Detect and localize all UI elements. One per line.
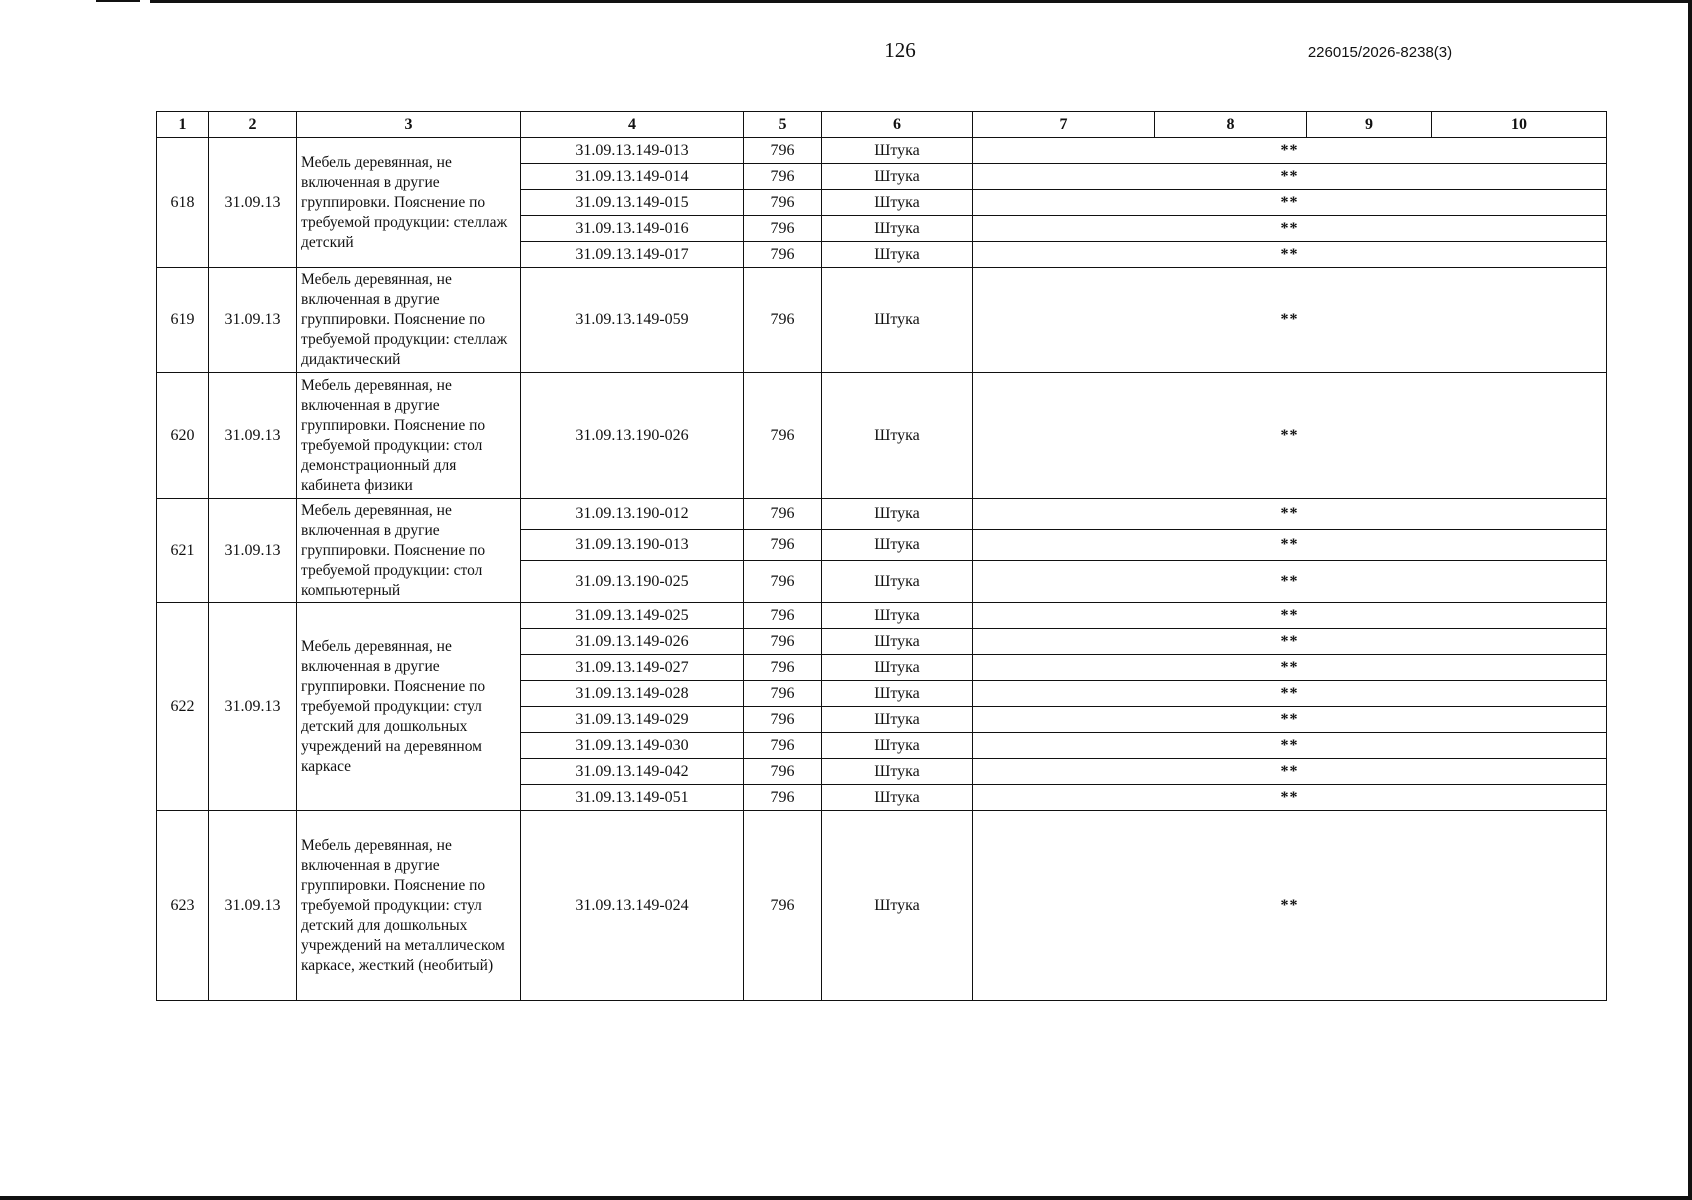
unit-name: Штука — [822, 190, 973, 216]
table-row — [157, 268, 1607, 373]
item-code: 31.09.13.190-012 — [521, 499, 744, 530]
item-code: 31.09.13.149-013 — [521, 138, 744, 164]
okei-code: 796 — [744, 268, 822, 373]
item-code: 31.09.13.149-026 — [521, 629, 744, 655]
item-code: 31.09.13.190-026 — [521, 373, 744, 499]
row-number: 622 — [157, 603, 209, 811]
table-row — [157, 138, 1607, 164]
okei-code: 796 — [744, 138, 822, 164]
product-description: Мебель деревянная, не включенная в другие группировки. Пояснение по требуемой продукции: стул детский для дошкольных учреждений на деревянном каркасе — [297, 603, 521, 811]
okei-code: 796 — [744, 629, 822, 655]
okei-code: 796 — [744, 499, 822, 530]
page-number: 126 — [884, 38, 916, 62]
okei-code: 796 — [744, 216, 822, 242]
okei-code: 796 — [744, 190, 822, 216]
okei-code: 796 — [744, 707, 822, 733]
item-code: 31.09.13.149-029 — [521, 707, 744, 733]
column-header: 1 — [157, 112, 209, 138]
product-description: Мебель деревянная, не включенная в другие группировки. Пояснение по требуемой продукции: стул детский для дошкольных учреждений на металлическом каркасе, жесткий (необитый) — [297, 811, 521, 1001]
column-header: 10 — [1432, 112, 1607, 138]
unit-name: Штука — [822, 603, 973, 629]
unit-name: Штука — [822, 268, 973, 373]
okei-code: 796 — [744, 655, 822, 681]
products-table — [156, 111, 1607, 1001]
row-number: 623 — [157, 811, 209, 1001]
table-header-row — [157, 112, 1607, 138]
unit-name: Штука — [822, 811, 973, 1001]
item-code: 31.09.13.190-025 — [521, 561, 744, 603]
requirement-mark: ** — [973, 561, 1607, 603]
bottom-frame-line — [0, 1196, 1692, 1200]
row-number: 620 — [157, 373, 209, 499]
okei-code: 796 — [744, 373, 822, 499]
unit-name: Штука — [822, 733, 973, 759]
unit-name: Штука — [822, 655, 973, 681]
item-code: 31.09.13.149-030 — [521, 733, 744, 759]
column-header: 9 — [1307, 112, 1432, 138]
okpd-code: 31.09.13 — [209, 811, 297, 1001]
requirement-mark: ** — [973, 629, 1607, 655]
column-header: 2 — [209, 112, 297, 138]
unit-name: Штука — [822, 164, 973, 190]
okei-code: 796 — [744, 785, 822, 811]
product-description: Мебель деревянная, не включенная в другие группировки. Пояснение по требуемой продукции: стеллаж детский — [297, 138, 521, 268]
top-rule-left — [96, 0, 140, 2]
unit-name: Штука — [822, 373, 973, 499]
item-code: 31.09.13.149-015 — [521, 190, 744, 216]
okei-code: 796 — [744, 242, 822, 268]
table-row — [157, 811, 1607, 1001]
okei-code: 796 — [744, 164, 822, 190]
table-row — [157, 499, 1607, 530]
item-code: 31.09.13.149-027 — [521, 655, 744, 681]
okei-code: 796 — [744, 681, 822, 707]
unit-name: Штука — [822, 530, 973, 561]
item-code: 31.09.13.149-016 — [521, 216, 744, 242]
column-header: 4 — [521, 112, 744, 138]
okpd-code: 31.09.13 — [209, 373, 297, 499]
item-code: 31.09.13.149-059 — [521, 268, 744, 373]
requirement-mark: ** — [973, 373, 1607, 499]
unit-name: Штука — [822, 499, 973, 530]
item-code: 31.09.13.149-014 — [521, 164, 744, 190]
item-code: 31.09.13.149-028 — [521, 681, 744, 707]
product-description: Мебель деревянная, не включенная в другие группировки. Пояснение по требуемой продукции: стеллаж дидактический — [297, 268, 521, 373]
requirement-mark: ** — [973, 216, 1607, 242]
okei-code: 796 — [744, 811, 822, 1001]
okei-code: 796 — [744, 759, 822, 785]
top-rule — [150, 0, 1692, 3]
item-code: 31.09.13.190-013 — [521, 530, 744, 561]
column-header: 6 — [822, 112, 973, 138]
unit-name: Штука — [822, 138, 973, 164]
product-description: Мебель деревянная, не включенная в другие группировки. Пояснение по требуемой продукции: стол демонстрационный для кабинета физики — [297, 373, 521, 499]
right-frame-line — [1688, 0, 1692, 1200]
row-number: 618 — [157, 138, 209, 268]
requirement-mark: ** — [973, 138, 1607, 164]
requirement-mark: ** — [973, 499, 1607, 530]
item-code: 31.09.13.149-017 — [521, 242, 744, 268]
item-code: 31.09.13.149-051 — [521, 785, 744, 811]
product-description: Мебель деревянная, не включенная в другие группировки. Пояснение по требуемой продукции: стол компьютерный — [297, 499, 521, 603]
requirement-mark: ** — [973, 242, 1607, 268]
unit-name: Штука — [822, 561, 973, 603]
column-header: 7 — [973, 112, 1155, 138]
requirement-mark: ** — [973, 190, 1607, 216]
okpd-code: 31.09.13 — [209, 603, 297, 811]
item-code: 31.09.13.149-042 — [521, 759, 744, 785]
requirement-mark: ** — [973, 707, 1607, 733]
requirement-mark: ** — [973, 268, 1607, 373]
row-number: 619 — [157, 268, 209, 373]
unit-name: Штука — [822, 629, 973, 655]
unit-name: Штука — [822, 707, 973, 733]
table-row — [157, 373, 1607, 499]
requirement-mark: ** — [973, 530, 1607, 561]
column-header: 5 — [744, 112, 822, 138]
okei-code: 796 — [744, 733, 822, 759]
okpd-code: 31.09.13 — [209, 138, 297, 268]
requirement-mark: ** — [973, 655, 1607, 681]
column-header: 8 — [1155, 112, 1307, 138]
unit-name: Штука — [822, 759, 973, 785]
requirement-mark: ** — [973, 785, 1607, 811]
document-id: 226015/2026-8238(3) — [1307, 44, 1453, 61]
okei-code: 796 — [744, 530, 822, 561]
requirement-mark: ** — [973, 733, 1607, 759]
okei-code: 796 — [744, 561, 822, 603]
unit-name: Штука — [822, 681, 973, 707]
item-code: 31.09.13.149-025 — [521, 603, 744, 629]
requirement-mark: ** — [973, 603, 1607, 629]
row-number: 621 — [157, 499, 209, 603]
column-header: 3 — [297, 112, 521, 138]
unit-name: Штука — [822, 216, 973, 242]
requirement-mark: ** — [973, 164, 1607, 190]
requirement-mark: ** — [973, 681, 1607, 707]
okei-code: 796 — [744, 603, 822, 629]
okpd-code: 31.09.13 — [209, 268, 297, 373]
item-code: 31.09.13.149-024 — [521, 811, 744, 1001]
table-row — [157, 603, 1607, 629]
okpd-code: 31.09.13 — [209, 499, 297, 603]
requirement-mark: ** — [973, 759, 1607, 785]
unit-name: Штука — [822, 785, 973, 811]
requirement-mark: ** — [973, 811, 1607, 1001]
unit-name: Штука — [822, 242, 973, 268]
